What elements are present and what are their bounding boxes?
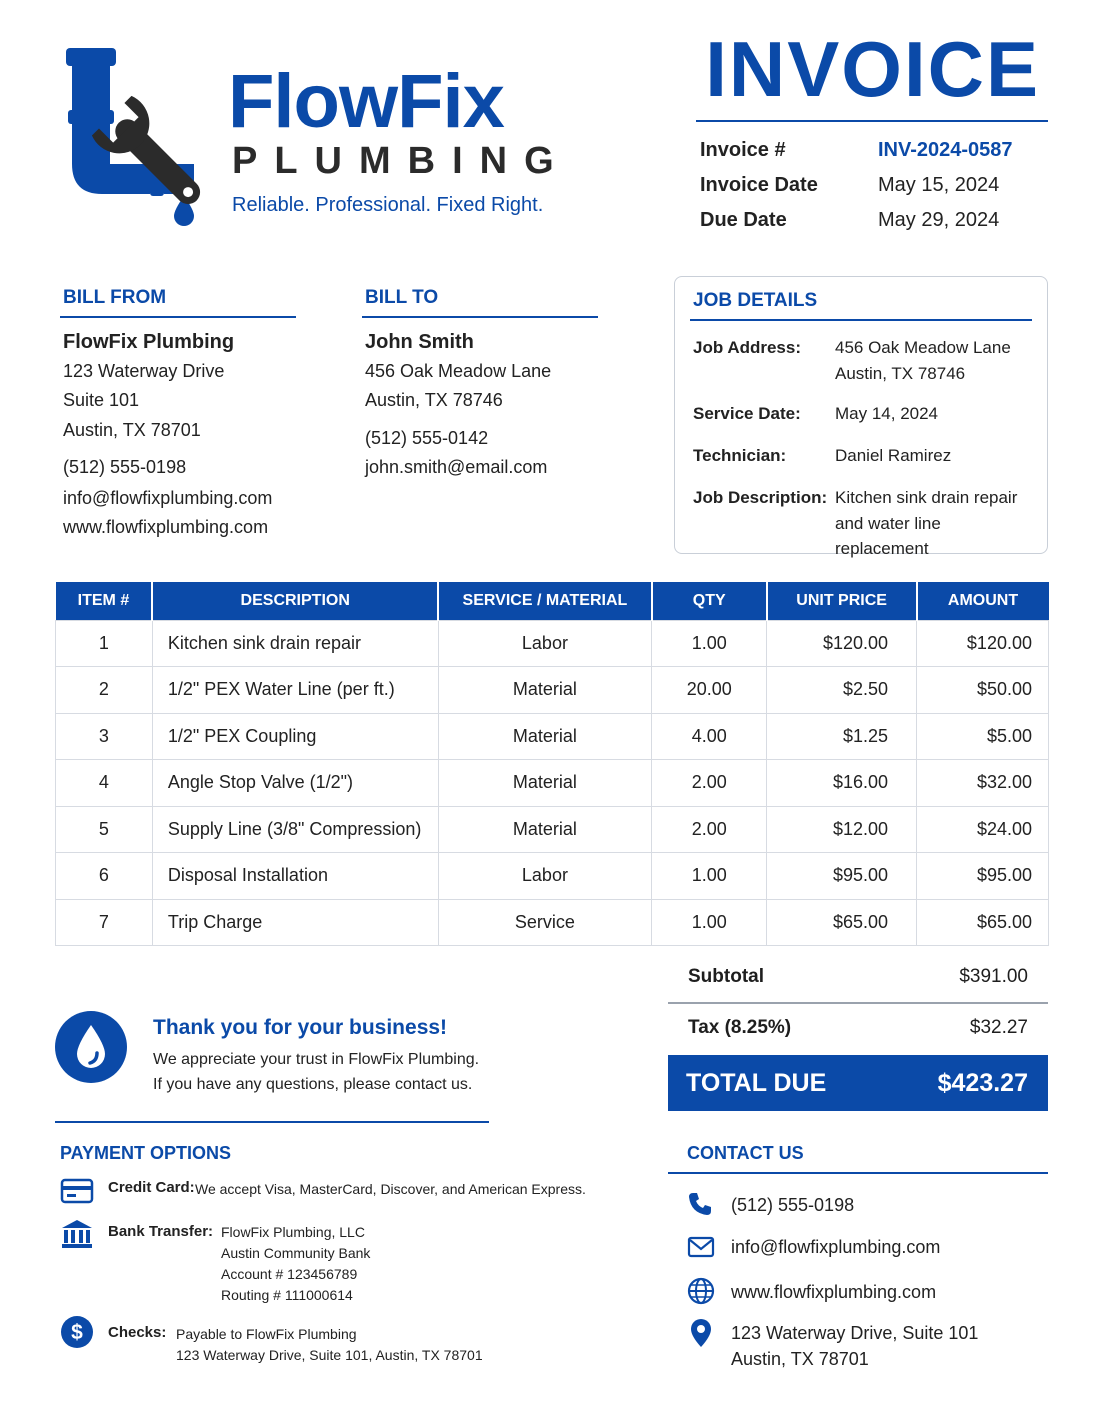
checks-line1: Payable to FlowFix Plumbing <box>176 1326 357 1342</box>
cell-item: 1 <box>56 620 153 667</box>
job-address-row <box>693 335 1035 386</box>
thanks-line1: We appreciate your trust in FlowFix Plumbing. <box>153 1051 480 1068</box>
bank-transfer-details <box>221 1222 370 1306</box>
invoice-date-label: Invoice Date <box>700 174 818 196</box>
bill-to-city: Austin, TX 78746 <box>365 390 503 410</box>
bill-to-address1: 456 Oak Meadow Lane <box>365 361 552 381</box>
job-address1: 456 Oak Meadow Lane <box>835 338 1011 357</box>
cell-type: Labor <box>438 853 652 900</box>
divider <box>668 1172 1048 1174</box>
contact-address1: 123 Waterway Drive, Suite 101 <box>731 1323 979 1343</box>
divider <box>55 1121 489 1123</box>
contact-heading: CONTACT US <box>687 1143 804 1163</box>
checks-line2: 123 Waterway Drive, Suite 101, Austin, TX 78701 <box>176 1347 483 1363</box>
cell-description: Disposal Installation <box>152 853 438 900</box>
total-due-value: $423.27 <box>937 1068 1028 1097</box>
cell-amount: $24.00 <box>917 806 1049 853</box>
job-description1: Kitchen sink drain repair <box>835 488 1018 507</box>
bill-from-address1: 123 Waterway Drive <box>63 361 225 381</box>
invoice-number: INV-2024-0587 <box>878 139 1013 161</box>
col-type: SERVICE / MATERIAL <box>438 582 652 620</box>
cell-amount: $65.00 <box>917 899 1049 946</box>
cell-type: Material <box>438 713 652 760</box>
cell-unit-price: $120.00 <box>767 620 917 667</box>
location-pin-icon <box>690 1318 712 1348</box>
cell-type: Material <box>438 806 652 853</box>
thanks-line2: If you have any questions, please contact us. <box>153 1075 473 1093</box>
bill-from-website[interactable]: www.flowfixplumbing.com <box>63 517 269 537</box>
dollar-icon <box>60 1315 94 1349</box>
bank-line4: Routing # 111000614 <box>221 1287 353 1303</box>
payment-heading: PAYMENT OPTIONS <box>60 1143 232 1163</box>
cell-item: 3 <box>56 713 153 760</box>
job-description-label: Job Description: <box>693 488 828 507</box>
contact-website[interactable]: www.flowfixplumbing.com <box>731 1282 937 1302</box>
table-row <box>56 760 1049 807</box>
total-due-label: TOTAL DUE <box>686 1068 827 1097</box>
job-description2: and water line replacement <box>835 513 941 558</box>
cell-description: 1/2" PEX Water Line (per ft.) <box>152 667 438 714</box>
cell-type: Labor <box>438 620 652 667</box>
svg-text:$: $ <box>71 1321 83 1344</box>
cell-amount: $50.00 <box>917 667 1049 714</box>
cell-unit-price: $2.50 <box>767 667 917 714</box>
cell-unit-price: $65.00 <box>767 899 917 946</box>
contact-address <box>731 1320 978 1372</box>
checks-details <box>176 1324 483 1366</box>
bank-transfer-label: Bank Transfer: <box>108 1223 214 1240</box>
bill-to-email[interactable]: john.smith@email.com <box>365 457 548 477</box>
divider <box>696 120 1048 122</box>
service-date: May 14, 2024 <box>835 404 939 423</box>
bill-from-city: Austin, TX 78701 <box>63 420 201 440</box>
logo-icon <box>60 44 210 230</box>
service-date-label: Service Date: <box>693 404 801 423</box>
bank-icon <box>60 1218 94 1250</box>
bill-from-name: FlowFix Plumbing <box>63 331 235 353</box>
cell-description: Trip Charge <box>152 899 438 946</box>
divider <box>690 319 1032 321</box>
technician-row <box>693 443 1035 469</box>
cell-qty: 4.00 <box>652 713 767 760</box>
cell-unit-price: $16.00 <box>767 760 917 807</box>
job-address2: Austin, TX 78746 <box>835 363 966 383</box>
phone-icon <box>687 1191 713 1217</box>
cell-unit-price: $1.25 <box>767 713 917 760</box>
bill-from-address2: Suite 101 <box>63 390 140 410</box>
contact-email[interactable]: info@flowfixplumbing.com <box>731 1237 941 1257</box>
service-date-row <box>693 401 1035 427</box>
cell-unit-price: $12.00 <box>767 806 917 853</box>
cell-amount: $32.00 <box>917 760 1049 807</box>
credit-card-label: Credit Card: <box>108 1179 195 1196</box>
cell-amount: $120.00 <box>917 620 1049 667</box>
cell-qty: 1.00 <box>652 853 767 900</box>
invoice-title: INVOICE <box>705 25 1040 113</box>
globe-icon <box>687 1277 715 1305</box>
invoice-number-label: Invoice # <box>700 139 786 161</box>
mail-icon <box>687 1236 715 1258</box>
technician-label: Technician: <box>693 446 787 465</box>
total-due-bar <box>668 1055 1048 1111</box>
bill-from-email[interactable]: info@flowfixplumbing.com <box>63 488 273 508</box>
cell-amount: $95.00 <box>917 853 1049 900</box>
credit-card-text: We accept Visa, MasterCard, Discover, and American Express. <box>195 1181 586 1197</box>
bank-line3: Account # 123456789 <box>221 1266 358 1282</box>
tax-value: $32.27 <box>969 1017 1028 1038</box>
cell-type: Material <box>438 667 652 714</box>
job-details-heading: JOB DETAILS <box>693 290 818 311</box>
checks-label: Checks: <box>108 1324 167 1341</box>
credit-card-icon <box>60 1178 94 1204</box>
bill-from-heading: BILL FROM <box>63 287 167 308</box>
table-row <box>56 853 1049 900</box>
col-amount: AMOUNT <box>917 582 1049 620</box>
tax-label: Tax (8.25%) <box>688 1017 792 1038</box>
brand-name: FlowFix <box>228 59 504 144</box>
water-drop-icon <box>55 1011 127 1083</box>
bill-to-name: John Smith <box>365 331 474 353</box>
table-row <box>56 806 1049 853</box>
job-address-label: Job Address: <box>693 338 802 357</box>
cell-qty: 20.00 <box>652 667 767 714</box>
cell-type: Service <box>438 899 652 946</box>
invoice-date: May 15, 2024 <box>878 174 1000 196</box>
cell-description: 1/2" PEX Coupling <box>152 713 438 760</box>
thanks-text <box>153 1048 479 1098</box>
cell-qty: 2.00 <box>652 760 767 807</box>
subtotal-label: Subtotal <box>688 966 764 987</box>
bank-line2: Austin Community Bank <box>221 1245 371 1261</box>
cell-qty: 2.00 <box>652 806 767 853</box>
table-header-row <box>56 582 1049 620</box>
col-item: ITEM # <box>56 582 153 620</box>
bill-to-heading: BILL TO <box>365 287 439 308</box>
cell-description: Angle Stop Valve (1/2") <box>152 760 438 807</box>
cell-qty: 1.00 <box>652 899 767 946</box>
divider <box>668 1002 1048 1004</box>
technician: Daniel Ramirez <box>835 446 952 465</box>
divider <box>60 316 296 318</box>
subtotal-row <box>668 966 1048 988</box>
brand-tagline: Reliable. Professional. Fixed Right. <box>232 194 544 216</box>
thanks-heading: Thank you for your business! <box>153 1016 448 1039</box>
col-qty: QTY <box>652 582 767 620</box>
cell-unit-price: $95.00 <box>767 853 917 900</box>
table-row <box>56 667 1049 714</box>
cell-description: Kitchen sink drain repair <box>152 620 438 667</box>
table-row <box>56 620 1049 667</box>
cell-item: 2 <box>56 667 153 714</box>
subtotal-value: $391.00 <box>959 966 1028 987</box>
cell-item: 6 <box>56 853 153 900</box>
due-date-row <box>700 209 1050 232</box>
col-unit-price: UNIT PRICE <box>767 582 917 620</box>
contact-address2: Austin, TX 78701 <box>731 1349 869 1370</box>
cell-description: Supply Line (3/8" Compression) <box>152 806 438 853</box>
tax-row <box>668 1017 1048 1039</box>
due-date-label: Due Date <box>700 209 787 231</box>
cell-item: 5 <box>56 806 153 853</box>
cell-type: Material <box>438 760 652 807</box>
table-row <box>56 713 1049 760</box>
line-items-table <box>55 582 1049 946</box>
contact-phone[interactable]: (512) 555-0198 <box>731 1195 855 1215</box>
bank-line1: FlowFix Plumbing, LLC <box>221 1224 365 1240</box>
cell-item: 4 <box>56 760 153 807</box>
invoice-number-row <box>700 139 1050 162</box>
job-description-row <box>693 485 1035 562</box>
brand-subtitle: PLUMBING <box>232 140 571 182</box>
bill-to-phone: (512) 555-0142 <box>365 428 489 448</box>
col-description: DESCRIPTION <box>152 582 438 620</box>
invoice-date-row <box>700 174 1050 197</box>
due-date: May 29, 2024 <box>878 209 1000 231</box>
cell-amount: $5.00 <box>917 713 1049 760</box>
bill-from-phone: (512) 555-0198 <box>63 457 187 477</box>
job-details-box <box>674 276 1048 558</box>
cell-qty: 1.00 <box>652 620 767 667</box>
cell-item: 7 <box>56 899 153 946</box>
table-row <box>56 899 1049 946</box>
divider <box>362 316 598 318</box>
